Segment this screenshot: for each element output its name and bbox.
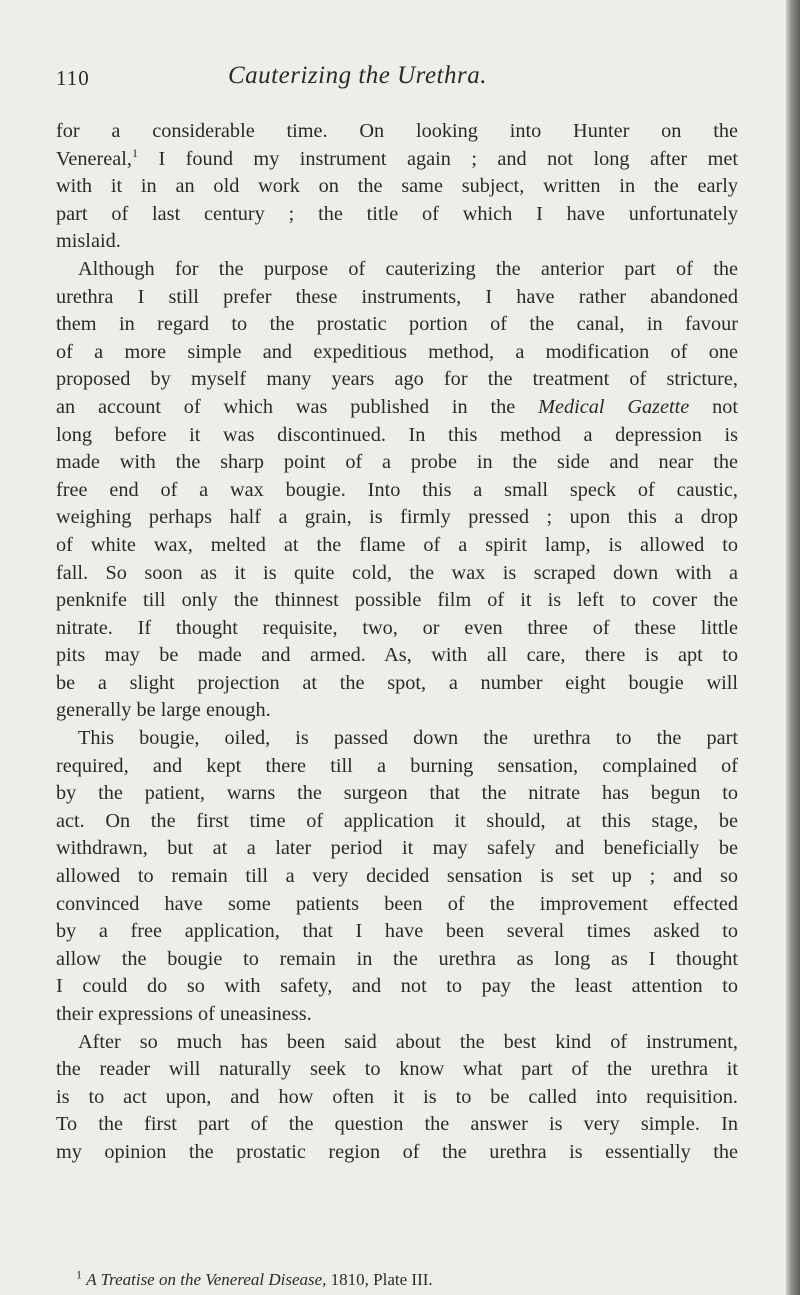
text-segment: weighing perhaps half a grain, is firmly pressed ; upon this a drop: [56, 506, 738, 529]
text-segment: for a considerable time. On looking into Hunter on the: [56, 120, 738, 142]
text-line: [56, 173, 738, 201]
text-segment: withdrawn, but at a later period it may safely and beneficially be: [56, 837, 738, 860]
text-segment: pits may be made and armed. As, with all care, there is apt to: [56, 644, 738, 667]
text-line: [56, 1056, 738, 1084]
footnote-ref: 1: [132, 145, 139, 160]
text-line: [56, 311, 738, 339]
text-segment: Venereal,: [56, 147, 133, 170]
text-line: [56, 725, 738, 753]
text-segment: be a slight projection at the spot, a number eight bougie will: [56, 671, 738, 694]
running-title: Cauterizing the Urethra.: [228, 62, 487, 89]
text-segment: This bougie, oiled, is passed down the urethra to the part: [78, 727, 738, 750]
text-segment: act. On the first time of application it should, at this stage, be: [56, 809, 738, 832]
page-header: [56, 62, 738, 96]
footnote: [76, 1267, 433, 1290]
text-segment: part of last century ; the title of which I have unfortunately: [56, 202, 738, 225]
footnote-rest: 1810, Plate III.: [326, 1270, 433, 1289]
text-segment: not: [689, 395, 739, 418]
text-line: [56, 504, 738, 532]
text-segment: penknife till only the thinnest possible film of it is left to cover the: [56, 589, 738, 612]
text-line: [56, 670, 738, 698]
text-segment: Although for the purpose of cauterizing the anterior part of the: [78, 257, 738, 280]
text-segment: their expressions of uneasiness.: [56, 1003, 312, 1025]
text-segment: nitrate. If thought requisite, two, or even three of these little: [56, 616, 738, 639]
text-segment: proposed by myself many years ago for the treatment of stricture,: [56, 368, 738, 391]
text-segment: allowed to remain till a very decided sensation is set up ; and so: [56, 865, 738, 888]
text-segment: by the patient, warns the surgeon that the nitrate has begun to: [56, 782, 738, 805]
text-segment: the reader will naturally seek to know what part of the urethra it: [56, 1058, 738, 1081]
page-edge: [786, 0, 800, 1295]
text-line: [56, 366, 738, 394]
text-segment: fall. So soon as it is quite cold, the wax is scraped down with a: [56, 561, 738, 584]
text-line: [56, 808, 738, 836]
text-line: [56, 891, 738, 919]
text-line: [56, 477, 738, 505]
text-line: [56, 1001, 738, 1029]
text-segment: urethra I still prefer these instruments, I have rather abandoned: [56, 285, 738, 308]
text-segment: mislaid.: [56, 230, 121, 253]
text-line: [56, 1111, 738, 1139]
text-line: [56, 918, 738, 946]
text-segment: of a more simple and expeditious method, a modification of one: [56, 340, 738, 363]
text-line: [56, 587, 738, 615]
text-line: [56, 228, 738, 256]
text-line: [56, 697, 738, 725]
text-line: [56, 946, 738, 974]
text-line: [56, 973, 738, 1001]
text-segment: is to act upon, and how often it is to be called into requisition.: [56, 1085, 738, 1108]
text-line: [56, 1084, 738, 1112]
text-segment: them in regard to the prostatic portion of the canal, in favour: [56, 313, 738, 336]
text-segment: my opinion the prostatic region of the urethra is essentially the: [56, 1140, 738, 1163]
text-line: [56, 1029, 738, 1057]
text-segment: long before it was discontinued. In this method a depression is: [56, 423, 738, 446]
text-line: [56, 642, 738, 670]
text-line: [56, 615, 738, 643]
italic-text: Medical Gazette: [538, 395, 690, 418]
text-line: [56, 256, 738, 284]
text-line: [56, 1139, 738, 1167]
footnote-title: A Treatise on the Venereal Disease,: [86, 1270, 327, 1289]
text-line: [56, 863, 738, 891]
text-line: [56, 118, 738, 146]
text-segment: allow the bougie to remain in the urethra as long as I thought: [56, 947, 738, 970]
text-line: [56, 339, 738, 367]
text-segment: After so much has been said about the best kind of instrument,: [78, 1030, 738, 1053]
text-segment: made with the sharp point of a probe in the side and near the: [56, 451, 738, 474]
body-text: [56, 118, 738, 1167]
text-segment: I found my instrument again ; and not long after met: [138, 147, 738, 170]
text-segment: I could do so with safety, and not to pay the least attention to: [56, 975, 738, 998]
text-segment: free end of a wax bougie. Into this a small speck of caustic,: [56, 478, 738, 501]
text-segment: with it in an old work on the same subject, written in the early: [56, 175, 738, 198]
text-line: [56, 394, 738, 422]
text-line: [56, 532, 738, 560]
page-number: 110: [56, 66, 90, 90]
text-segment: convinced have some patients been of the improvement effected: [56, 892, 738, 915]
text-line: [56, 201, 738, 229]
text-line: [56, 780, 738, 808]
text-line: [56, 284, 738, 312]
text-segment: an account of which was published in the: [56, 395, 539, 418]
text-segment: required, and kept there till a burning sensation, complained of: [56, 754, 738, 777]
text-line: [56, 560, 738, 588]
text-line: [56, 146, 738, 174]
text-segment: To the first part of the question the answer is very simple. In: [56, 1113, 738, 1136]
text-segment: by a free application, that I have been several times asked to: [56, 920, 738, 943]
text-line: [56, 753, 738, 781]
text-line: [56, 835, 738, 863]
text-segment: generally be large enough.: [56, 699, 271, 722]
footnote-marker: 1: [76, 1267, 82, 1282]
text-segment: of white wax, melted at the flame of a spirit lamp, is allowed to: [56, 533, 738, 556]
text-line: [56, 422, 738, 450]
text-line: [56, 449, 738, 477]
